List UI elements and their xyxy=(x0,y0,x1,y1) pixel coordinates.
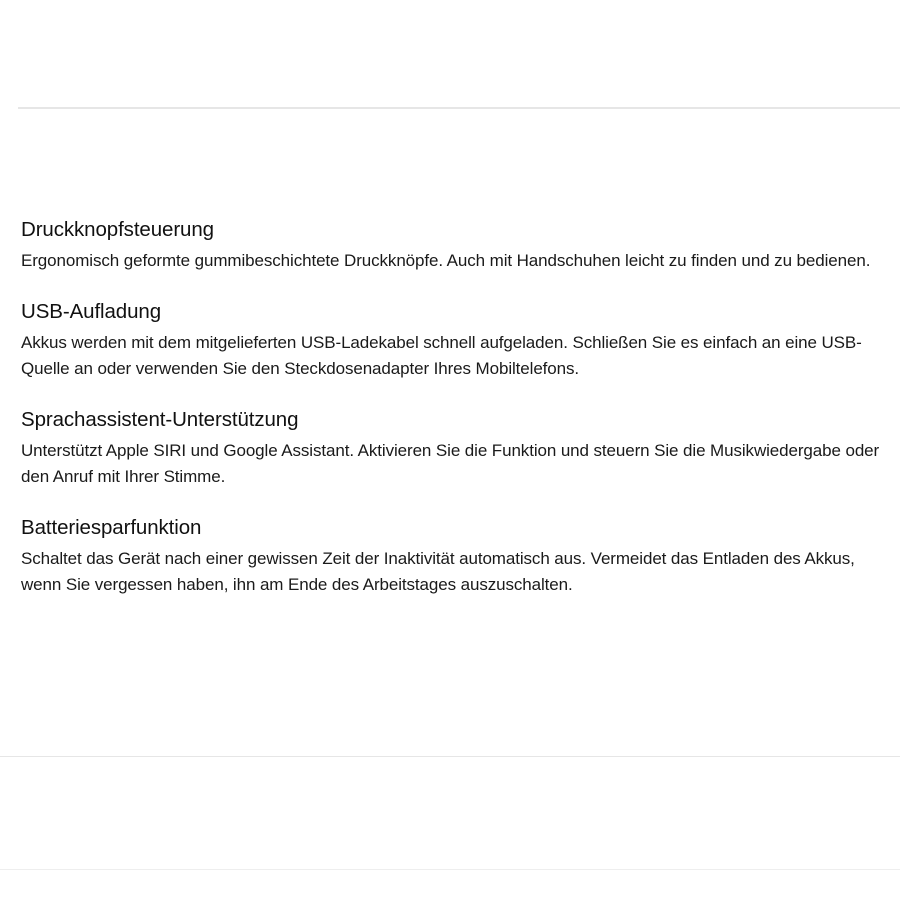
bottom-divider xyxy=(0,756,900,757)
feature-push-button-control xyxy=(21,215,886,274)
feature-title: Batteriesparfunktion xyxy=(21,516,202,539)
feature-description: Unterstützt Apple SIRI und Google Assistant. Aktivieren Sie die Funktion und steuern Sie die Musikwiedergabe oder den Anruf mit Ihrer Stimme. xyxy=(21,441,880,486)
feature-battery-saver xyxy=(21,513,886,598)
feature-title: Druckknopfsteuerung xyxy=(21,218,214,241)
feature-title: USB-Aufladung xyxy=(21,300,162,323)
feature-description: Akkus werden mit dem mitgelieferten USB-Ladekabel schnell aufgeladen. Schließen Sie es einfach an eine USB-Quelle an oder verwenden Sie den Steckdosenadapter Ihres Mobiltelefons. xyxy=(21,333,862,378)
feature-description: Ergonomisch geformte gummibeschichtete Druckknöpfe. Auch mit Handschuhen leicht zu finden und zu bedienen. xyxy=(21,251,871,270)
feature-usb-charging xyxy=(21,297,886,382)
top-divider xyxy=(18,107,900,109)
feature-list xyxy=(21,215,886,621)
feature-voice-assistant xyxy=(21,405,886,490)
feature-description: Schaltet das Gerät nach einer gewissen Zeit der Inaktivität automatisch aus. Vermeidet das Entladen des Akkus, wenn Sie vergessen haben, ihn am Ende des Arbeitstages auszuschalten. xyxy=(21,549,855,594)
feature-title: Sprachassistent-Unterstützung xyxy=(21,408,299,431)
footer-divider xyxy=(0,869,900,870)
